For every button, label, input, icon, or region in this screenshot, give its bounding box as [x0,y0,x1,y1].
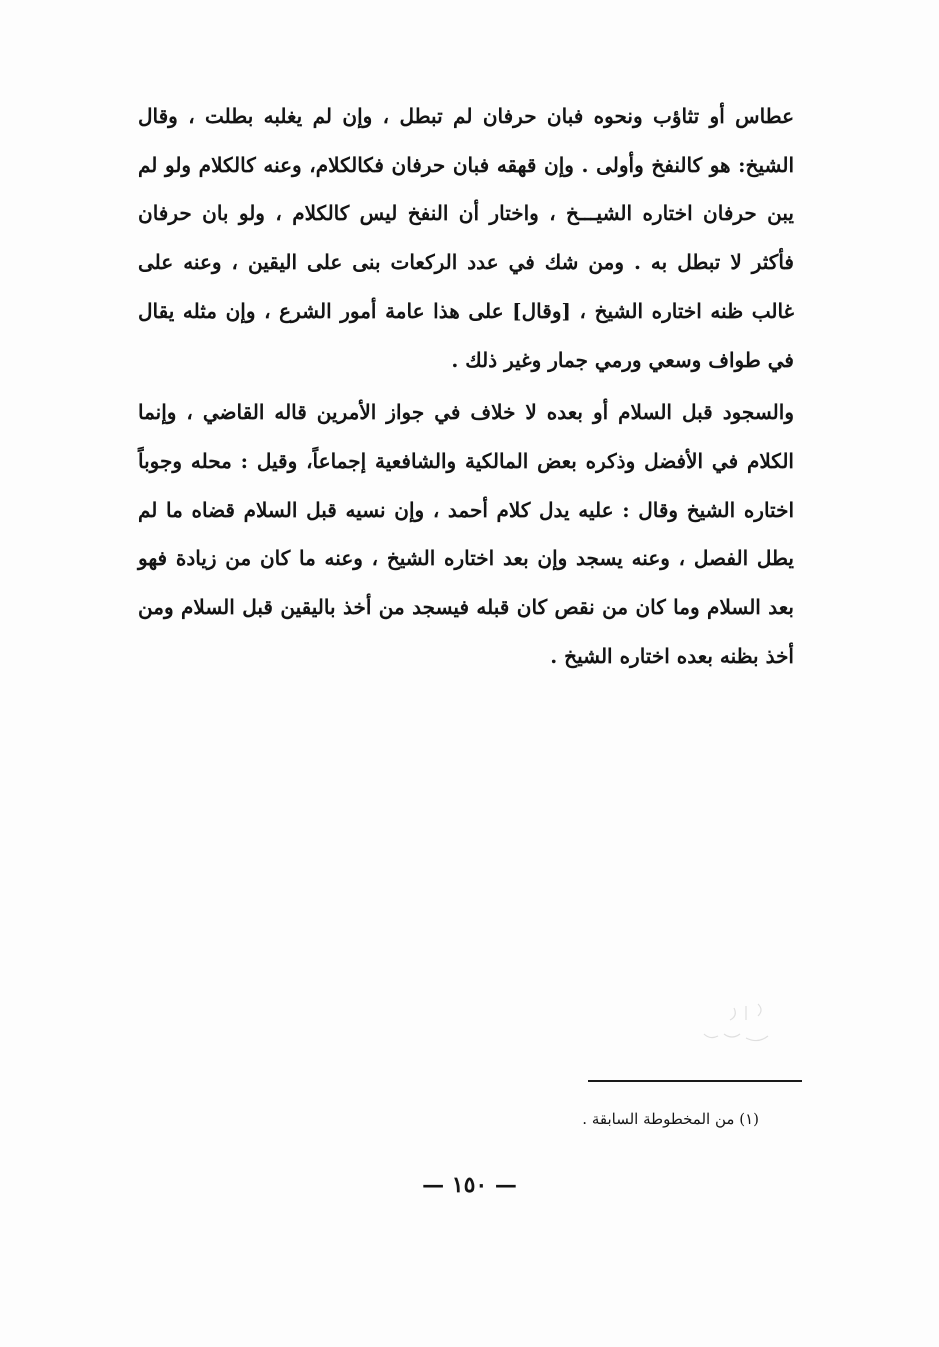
footnote: (١) من المخطوطة السابقة . [582,1110,759,1128]
footnote-separator [588,1080,802,1082]
page-number: — ١٥٠ — [422,1172,517,1198]
paragraph: والسجود قبل السلام أو بعده لا خلاف في جواز الأمرين قاله القاضي ، وإنما الكلام في الأفضل وذكره بعض المالكية والشافعية إجماعاً، وقيل : محله وجوباً اختاره الشيخ وقال : عليه يدل كلام أحمد ، وإن نسيه قبل السلام قضاه ما لم يطل الفصل ، وعنه يسجد وإن بعد اختاره الشيخ ، وعنه ما كان من زيادة فهو بعد السلام وما كان من نقص كان قبله فيسجد من أخذ باليقين قبل السلام ومن أخذ بظنه بعده اختاره الشيخ . [138,400,795,668]
faint-stamp-mark [688,996,784,1056]
body-text [138,92,794,680]
paragraph: عطاس أو تثاؤب ونحوه فبان حرفان لم تبطل ، وإن لم يغلبه بطلت ، وقال الشيخ: هو كالنفخ وأولى . وإن قهقه فبان حرفان فكالكلام، وعنه كالكلام ولو لم يبن حرفان اختاره الشيـــخ ، واختار أن النفخ ليس كالكلام ، ولو بان حرفان فأكثر لا تبطل به . ومن شك في عدد الركعات بنى على اليقين ، وعنه على غالب ظنه اختاره الشيخ ، [وقال] على هذا عامة أمور الشرع ، وإن مثله يقال في طواف وسعي ورمي جمار وغير ذلك . [138,104,794,372]
